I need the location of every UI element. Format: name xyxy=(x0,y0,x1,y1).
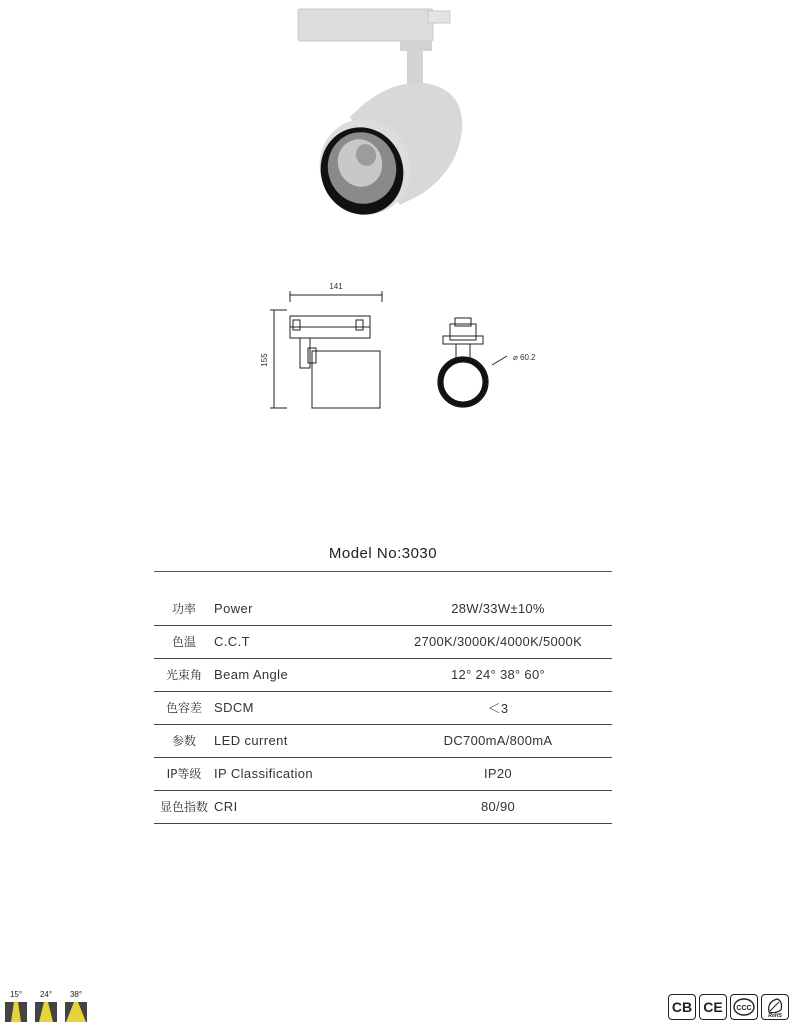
spec-cn-label: 光束角 xyxy=(165,668,202,682)
spec-value: 28W/33W±10% xyxy=(451,600,545,616)
spec-cn-label: IP等级 xyxy=(166,767,202,781)
spec-cn-label: 参数 xyxy=(171,734,196,748)
ccc-mark-icon xyxy=(730,994,758,1020)
svg-text:RoHS: RoHS xyxy=(768,1013,782,1018)
certification-marks xyxy=(668,994,789,1022)
spec-value: ＜3 xyxy=(487,701,509,716)
spec-cn-label: 功率 xyxy=(171,601,196,616)
title-divider xyxy=(154,571,612,572)
width-dimension-label: 141 xyxy=(329,282,343,291)
beam-angle-label: 15° xyxy=(9,990,23,999)
spec-en-label: C.C.T xyxy=(214,634,250,649)
spec-value: IP20 xyxy=(484,766,512,781)
spec-value: 80/90 xyxy=(480,799,516,814)
table-row xyxy=(154,625,612,658)
model-label: Model No: xyxy=(328,545,402,562)
rohs-mark-icon xyxy=(761,994,789,1020)
spec-cn-label: 色容差 xyxy=(165,701,202,715)
spec-en-label: CRI xyxy=(214,799,238,814)
svg-text:CCC: CCC xyxy=(736,1005,752,1012)
table-row xyxy=(154,691,612,724)
technical-drawing xyxy=(255,278,555,413)
beam-angle-label: 38° xyxy=(69,990,83,999)
spec-en-label: Power xyxy=(214,600,253,616)
model-number: 3030 xyxy=(401,545,438,562)
spec-en-label: Beam Angle xyxy=(214,667,289,682)
height-dimension-label: 155 xyxy=(260,353,269,367)
table-row xyxy=(154,790,612,823)
beam-angle-icons xyxy=(5,990,95,1030)
spec-value: 12° 24° 38° 60° xyxy=(451,667,545,682)
ce-mark-icon: CE xyxy=(699,994,727,1020)
spec-cn-label: 显色指数 xyxy=(159,800,208,814)
cb-mark-icon: CB xyxy=(668,994,696,1020)
beam-15-icon xyxy=(5,990,27,1022)
table-row xyxy=(154,724,612,757)
spec-value: DC700mA/800mA xyxy=(443,733,553,748)
product-photo xyxy=(290,5,470,220)
spec-en-label: LED current xyxy=(214,733,288,748)
spec-value: 2700K/3000K/4000K/5000K xyxy=(413,634,583,649)
beam-24-icon xyxy=(35,990,57,1022)
spec-en-label: IP Classification xyxy=(214,766,314,781)
model-title xyxy=(154,545,612,562)
table-row xyxy=(154,592,612,625)
beam-angle-label: 24° xyxy=(39,990,53,999)
table-row xyxy=(154,658,612,691)
specs-table xyxy=(154,592,612,824)
spec-en-label: SDCM xyxy=(214,700,254,715)
beam-38-icon xyxy=(65,990,87,1022)
spec-cn-label: 色温 xyxy=(171,635,196,649)
diameter-dimension-label: ⌀ 60.2 xyxy=(513,353,536,362)
table-row xyxy=(154,757,612,790)
